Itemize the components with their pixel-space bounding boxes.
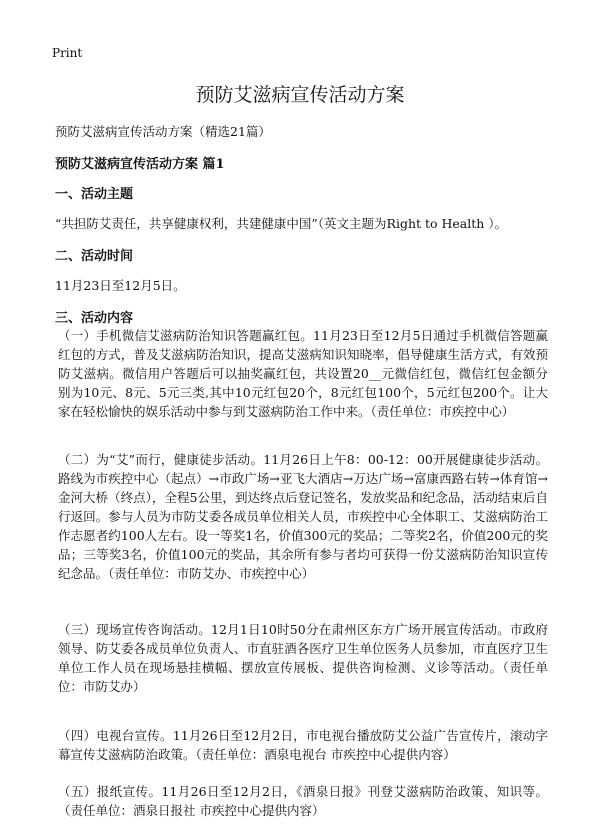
heading-content: 三、活动内容 xyxy=(55,311,134,326)
paragraph-5: （五）报纸宣传。11月26日至12月2日，《酒泉日报》刊登艾滋病防治政策、知识等。（责任单位：酒泉日报社 市疾控中心提供内容） xyxy=(58,784,548,818)
paragraph-2: （二）为“艾”而行，健康徒步活动。11月26日上午8：00-12：00开展健康徒步活动。路线为市疾控中心（起点）→市政广场→亚飞大酒店→万达广场→富康西路右转→体育馆→金河大桥（终点），全程5公里，到达终点后登记签名，发放奖品和纪念品，活动结束后自行返回。参与人员为市防艾委各成员单位相关人员，市疾控中心全体职工、艾滋病防治工作志愿者约100人左右。设一等奖1名，价值300元的奖品；二等奖2名，价值200元的奖品；三等奖3名，价值100元的奖品，其余所有参与者均可获得一份艾滋病防治知识宣传纪念品。（责任单位：市防艾办、市疾控中心） xyxy=(58,452,548,581)
paragraph-1: （一）手机微信艾滋病防治知识答题赢红包。11月23日至12月5日通过手机微信答题赢红包的方式，普及艾滋病防治知识，提高艾滋病知识知晓率，倡导健康生活方式，有效预防艾滋病。微信用户答题后可以抽奖赢红包，共设置20__元微信红包，微信红包金额分别为10元、8元、5元三类,其中10元红包20个，8元红包100个，5元红包200个。让大家在轻松愉快的娱乐活动中参与到艾滋病防治工作中来。（责任单位：市疾控中心） xyxy=(58,328,548,419)
subtitle: 预防艾滋病宣传活动方案（精选21篇） xyxy=(55,124,271,139)
paragraph-3: （三）现场宣传咨询活动。12月1日10时50分在肃州区东方广场开展宣传活动。市政府领导、防艾委各成员单位负责人、市直驻酒各医疗卫生单位医务人员参加，市直医疗卫生单位工作人员在现场悬挂横幅、摆放宣传展板、提供咨询检测、义诊等活动。（责任单位：市防艾办） xyxy=(58,622,548,694)
time-text: 11月23日至12月5日。 xyxy=(55,278,186,293)
theme-text: “共担防艾责任，共享健康权利，共建健康中国”（英文主题为Right to Health ）。 xyxy=(55,216,508,231)
heading-theme: 一、活动主题 xyxy=(55,187,134,202)
paragraph-4: （四）电视台宣传。11月26日至12月2日，市电视台播放防艾公益广告宣传片，滚动字幕宣传艾滋病防治政策。（责任单位：酒泉电视台 市疾控中心提供内容） xyxy=(58,728,548,762)
heading-time: 二、活动时间 xyxy=(55,249,134,264)
page-title: 预防艾滋病宣传活动方案 xyxy=(195,84,405,106)
section-title: 预防艾滋病宣传活动方案 篇1 xyxy=(55,157,225,172)
print-link[interactable]: Print xyxy=(52,46,83,60)
